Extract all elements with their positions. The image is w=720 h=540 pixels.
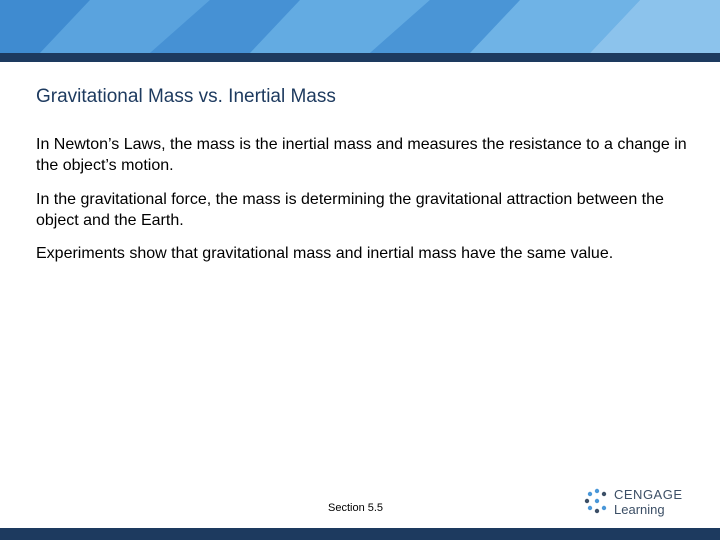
footer-bar: [0, 528, 720, 540]
header-banner: [0, 0, 720, 53]
paragraph-inertial-mass: In Newton’s Laws, the mass is the inertial mass and measures the resistance to a change in the object’s motion.: [36, 136, 687, 174]
cengage-logo: [584, 486, 694, 520]
header-rule: [0, 53, 720, 62]
paragraph-gravitational-mass: In the gravitational force, the mass is determining the gravitational attraction between the object and the Earth.: [36, 191, 664, 229]
logo-word-learning: Learning: [614, 502, 665, 517]
slide-title: Gravitational Mass vs. Inertial Mass: [36, 86, 336, 107]
banner-pattern: [0, 0, 720, 53]
cengage-dots-icon: [584, 488, 610, 514]
section-label: Section 5.5: [328, 502, 384, 514]
logo-word-cengage: CENGAGE: [614, 487, 683, 502]
paragraph-experiments: Experiments show that gravitational mass and inertial mass have the same value.: [36, 245, 614, 262]
